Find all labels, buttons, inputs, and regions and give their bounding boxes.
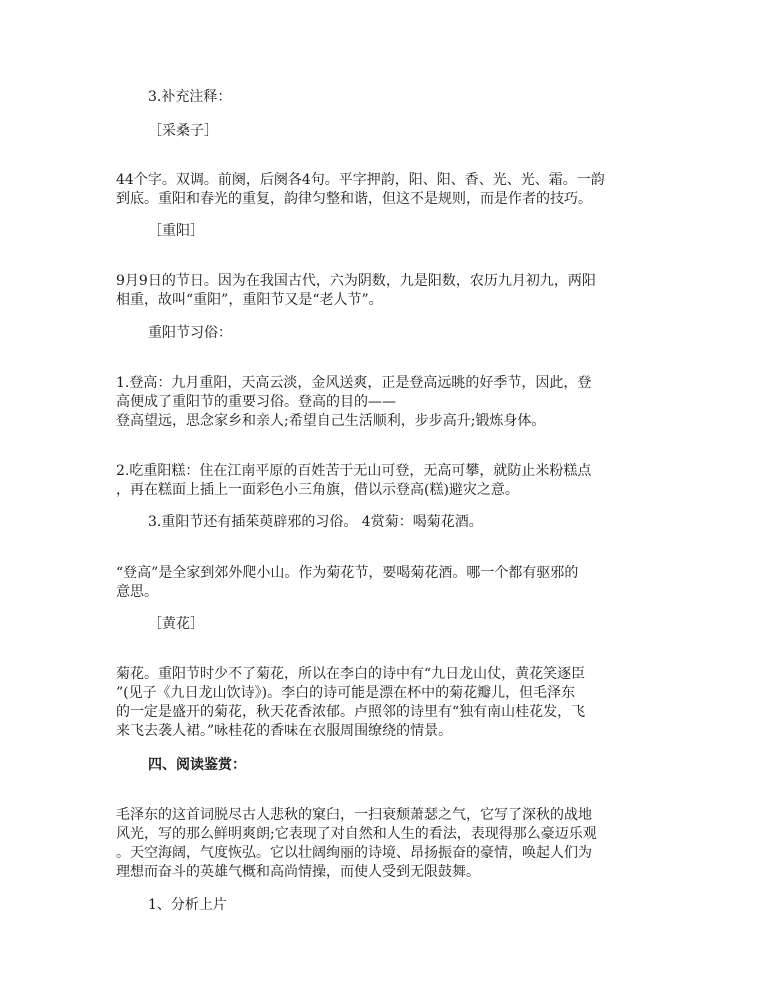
paragraph-line: 登高望远，思念家乡和亲人;希望自己生活顺利，步步高升;锻炼身体。 [116, 413, 546, 429]
term-tag: ［重阳］ [148, 223, 204, 239]
paragraph-line: 。天空海阔，气度恢弘。它以壮阔绚丽的诗境、昂扬振奋的豪情，唤起人们为 [116, 845, 592, 861]
paragraph-line: 风光，写的那么鲜明爽朗;它表现了对自然和人生的看法，表现得那么豪迈乐观 [116, 826, 597, 842]
paragraph-line: 3.重阳节还有插茱萸辟邪的习俗。 4赏菊：喝菊花酒。 [148, 514, 483, 530]
paragraph-line: 的一定是盛开的菊花，秋天花香浓郁。卢照邻的诗里有“独有南山桂花发，飞 [116, 704, 586, 720]
paragraph-line: 到底。重阳和春光的重复，韵律匀整和谐，但这不是规则，而是作者的技巧。 [116, 191, 592, 207]
paragraph-line: 9月9日的节日。因为在我国古代，六为阴数，九是阳数，农历九月初九，两阳 [116, 273, 596, 289]
paragraph-line: ”(见子《九日龙山饮诗》)。李白的诗可能是漂在杯中的菊花瓣儿，但毛泽东 [116, 685, 576, 701]
paragraph-line: 菊花。重阳节时少不了菊花，所以在李白的诗中有“九日龙山仗，黄花笑逐臣 [116, 666, 586, 682]
section-heading: 四、阅读鉴赏： [148, 757, 246, 773]
section-heading: 重阳节习俗： [148, 325, 232, 341]
paragraph-line: 高便成了重阳节的重要习俗。登高的目的—— [116, 394, 396, 410]
paragraph-line: ，再在糕面上插上一面彩色小三角旗，借以示登高(糕)避灾之意。 [116, 482, 519, 498]
term-tag: ［黄花］ [148, 616, 204, 632]
paragraph-line: 毛泽东的这首词脱尽古人悲秋的窠臼，一扫衰颓萧瑟之气，它写了深秋的战地 [116, 807, 592, 823]
paragraph-line: 1.登高：九月重阳，天高云淡，金风送爽，正是登高远眺的好季节，因此，登 [116, 375, 592, 391]
paragraph-line: 44个字。双调。前阕，后阕各4句。平字押韵，阳、阳、香、光、光、霜。一韵 [116, 172, 605, 188]
section-heading: 3.补充注释： [148, 89, 232, 105]
term-tag: ［采桑子］ [148, 123, 218, 139]
paragraph-line: 来飞去袭人裙。”咏桂花的香味在衣服周围缭绕的情景。 [116, 723, 453, 739]
section-heading: 1、分析上片 [148, 897, 227, 913]
paragraph-line: 意思。 [116, 584, 158, 600]
paragraph-line: 2.吃重阳糕：住在江南平原的百姓苦于无山可登，无高可攀，就防止米粉糕点 [116, 463, 592, 479]
paragraph-line: 相重，故叫“重阳”，重阳节又是“老人节”。 [116, 292, 383, 308]
paragraph-line: “登高”是全家到郊外爬小山。作为菊花节，要喝菊花酒。哪一个都有驱邪的 [116, 565, 579, 581]
paragraph-line: 理想而奋斗的英雄气概和高尚情操，而使人受到无限鼓舞。 [116, 864, 480, 880]
